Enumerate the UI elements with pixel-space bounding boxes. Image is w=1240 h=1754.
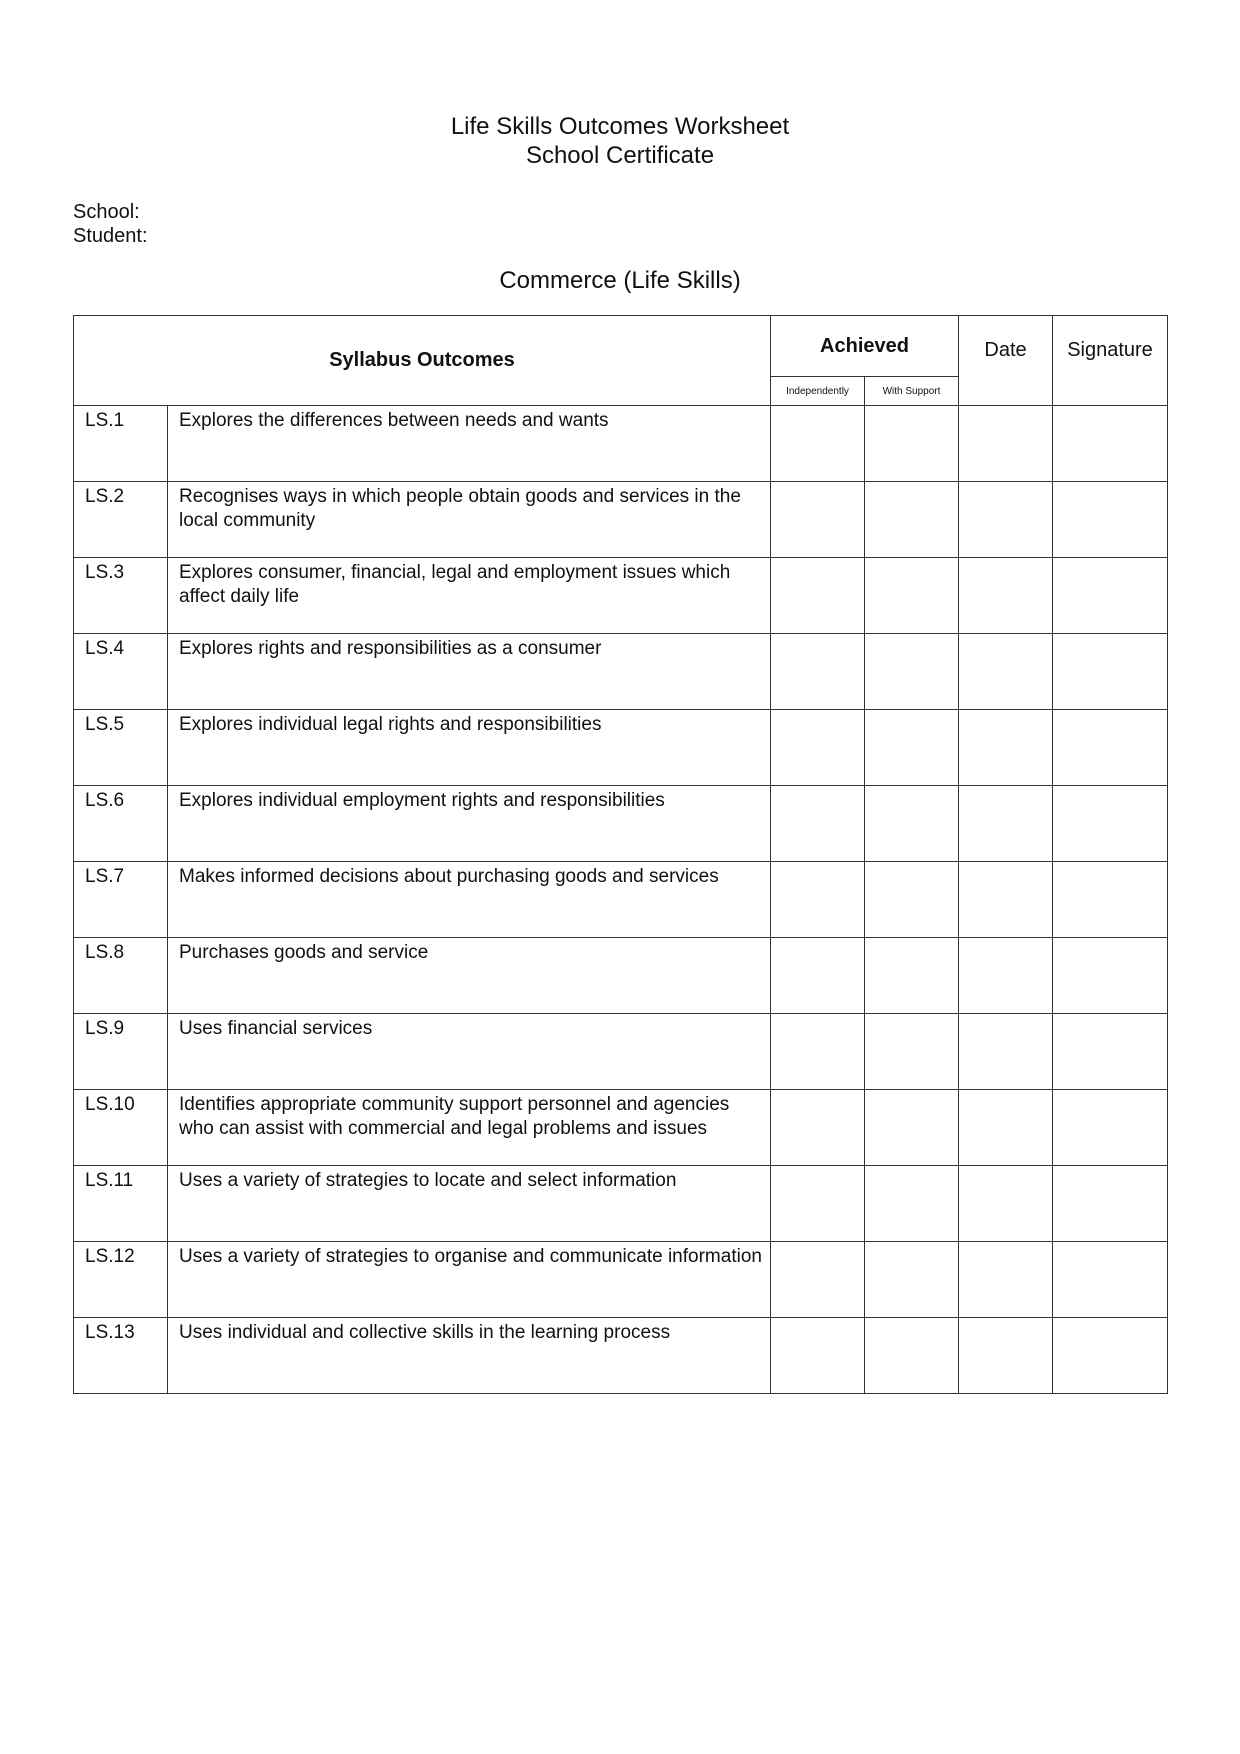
header-signature: Signature [1053, 316, 1168, 406]
independently-cell[interactable] [771, 786, 865, 862]
outcome-description: Explores individual legal rights and responsibilities [168, 710, 771, 786]
independently-cell[interactable] [771, 710, 865, 786]
with-support-cell[interactable] [865, 406, 959, 482]
signature-cell[interactable] [1053, 710, 1168, 786]
independently-cell[interactable] [771, 938, 865, 1014]
worksheet-title: Life Skills Outcomes Worksheet [450, 113, 790, 140]
independently-cell[interactable] [771, 482, 865, 558]
date-cell[interactable] [959, 862, 1053, 938]
date-cell[interactable] [959, 1242, 1053, 1318]
with-support-cell[interactable] [865, 1090, 959, 1166]
table-row [74, 1242, 1168, 1318]
outcome-description: Makes informed decisions about purchasing goods and services [168, 862, 771, 938]
with-support-cell[interactable] [865, 938, 959, 1014]
table-row [74, 786, 1168, 862]
date-cell[interactable] [959, 482, 1053, 558]
date-cell[interactable] [959, 938, 1053, 1014]
signature-cell[interactable] [1053, 1014, 1168, 1090]
with-support-cell[interactable] [865, 710, 959, 786]
table-row [74, 406, 1168, 482]
table-row [74, 482, 1168, 558]
outcome-code: LS.3 [74, 558, 168, 634]
table-row [74, 938, 1168, 1014]
independently-cell[interactable] [771, 1242, 865, 1318]
outcome-code: LS.5 [74, 710, 168, 786]
outcomes-table [73, 315, 1168, 1394]
header-date: Date [959, 316, 1053, 406]
signature-cell[interactable] [1053, 938, 1168, 1014]
outcome-description: Explores consumer, financial, legal and employment issues which affect daily life [168, 558, 771, 634]
signature-cell[interactable] [1053, 786, 1168, 862]
independently-cell[interactable] [771, 1090, 865, 1166]
date-cell[interactable] [959, 1090, 1053, 1166]
signature-cell[interactable] [1053, 406, 1168, 482]
table-row [74, 1166, 1168, 1242]
outcome-code: LS.9 [74, 1014, 168, 1090]
table-row [74, 862, 1168, 938]
with-support-cell[interactable] [865, 1318, 959, 1394]
with-support-cell[interactable] [865, 558, 959, 634]
date-cell[interactable] [959, 558, 1053, 634]
outcome-description: Purchases goods and service [168, 938, 771, 1014]
table-row [74, 1090, 1168, 1166]
table-row [74, 634, 1168, 710]
independently-cell[interactable] [771, 862, 865, 938]
header-syllabus-outcomes: Syllabus Outcomes [74, 316, 771, 406]
outcome-description: Uses financial services [168, 1014, 771, 1090]
date-cell[interactable] [959, 1014, 1053, 1090]
independently-cell[interactable] [771, 558, 865, 634]
outcome-code: LS.1 [74, 406, 168, 482]
date-cell[interactable] [959, 1318, 1053, 1394]
outcome-code: LS.13 [74, 1318, 168, 1394]
with-support-cell[interactable] [865, 482, 959, 558]
outcome-code: LS.6 [74, 786, 168, 862]
header-with-support: With Support [865, 377, 959, 406]
outcome-description: Recognises ways in which people obtain goods and services in the local community [168, 482, 771, 558]
signature-cell[interactable] [1053, 634, 1168, 710]
table-row [74, 710, 1168, 786]
date-cell[interactable] [959, 634, 1053, 710]
outcome-description: Explores individual employment rights and responsibilities [168, 786, 771, 862]
date-cell[interactable] [959, 786, 1053, 862]
date-cell[interactable] [959, 406, 1053, 482]
signature-cell[interactable] [1053, 1090, 1168, 1166]
school-label: School: [73, 201, 140, 223]
independently-cell[interactable] [771, 634, 865, 710]
independently-cell[interactable] [771, 1166, 865, 1242]
signature-cell[interactable] [1053, 1318, 1168, 1394]
with-support-cell[interactable] [865, 1014, 959, 1090]
with-support-cell[interactable] [865, 786, 959, 862]
signature-cell[interactable] [1053, 1242, 1168, 1318]
outcome-description: Uses individual and collective skills in the learning process [168, 1318, 771, 1394]
independently-cell[interactable] [771, 1014, 865, 1090]
outcome-description: Uses a variety of strategies to locate and select information [168, 1166, 771, 1242]
outcome-code: LS.7 [74, 862, 168, 938]
date-cell[interactable] [959, 1166, 1053, 1242]
with-support-cell[interactable] [865, 634, 959, 710]
signature-cell[interactable] [1053, 482, 1168, 558]
outcome-code: LS.12 [74, 1242, 168, 1318]
with-support-cell[interactable] [865, 1242, 959, 1318]
outcome-description: Explores rights and responsibilities as a consumer [168, 634, 771, 710]
header-achieved: Achieved [771, 316, 959, 377]
subject-heading: Commerce (Life Skills) [499, 267, 741, 294]
signature-cell[interactable] [1053, 862, 1168, 938]
signature-cell[interactable] [1053, 558, 1168, 634]
table-row [74, 1014, 1168, 1090]
outcome-code: LS.11 [74, 1166, 168, 1242]
with-support-cell[interactable] [865, 1166, 959, 1242]
header-independently: Independently [771, 377, 865, 406]
outcome-code: LS.8 [74, 938, 168, 1014]
with-support-cell[interactable] [865, 862, 959, 938]
table-header-row [74, 316, 1168, 377]
outcome-code: LS.4 [74, 634, 168, 710]
table-row [74, 1318, 1168, 1394]
independently-cell[interactable] [771, 406, 865, 482]
date-cell[interactable] [959, 710, 1053, 786]
outcome-code: LS.10 [74, 1090, 168, 1166]
outcome-description: Explores the differences between needs and wants [168, 406, 771, 482]
independently-cell[interactable] [771, 1318, 865, 1394]
student-label: Student: [73, 225, 148, 247]
outcome-description: Uses a variety of strategies to organise and communicate information [168, 1242, 771, 1318]
worksheet-subtitle: School Certificate [525, 142, 715, 169]
signature-cell[interactable] [1053, 1166, 1168, 1242]
outcome-description: Identifies appropriate community support personnel and agencies who can assist with commercial and legal problems and issues [168, 1090, 771, 1166]
table-row [74, 558, 1168, 634]
outcome-code: LS.2 [74, 482, 168, 558]
